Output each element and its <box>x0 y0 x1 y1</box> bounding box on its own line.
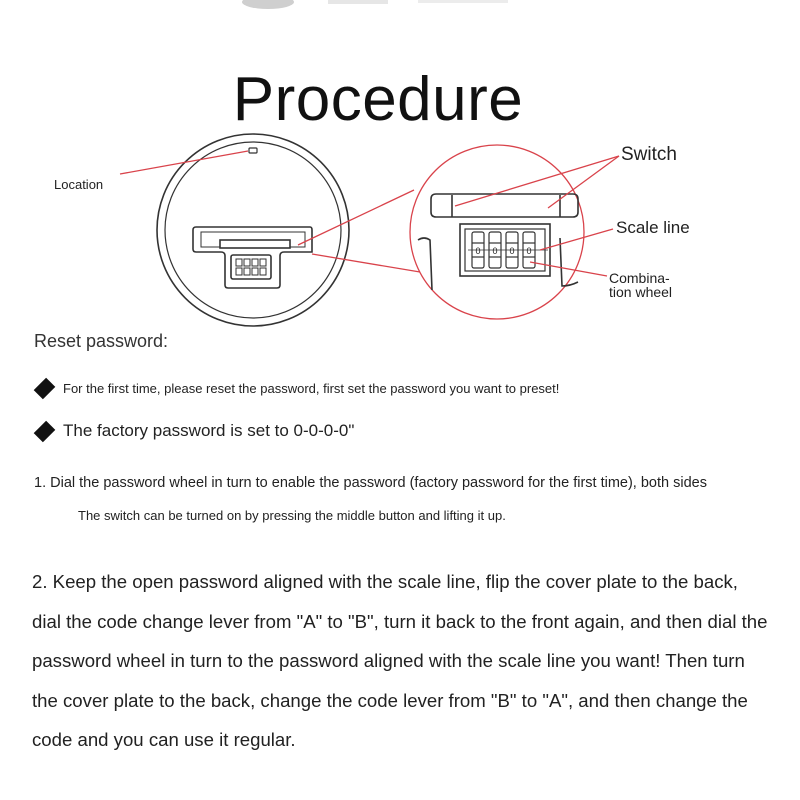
step-1-text: 1. Dial the password wheel in turn to enable the password (factory password for the first time), both sides <box>34 475 707 491</box>
wheel-digit: 0 <box>492 246 498 256</box>
top-edge-residue <box>238 0 558 22</box>
switch-label: Switch <box>621 144 677 165</box>
reset-password-heading: Reset password: <box>34 331 169 351</box>
step-1-subtext: The switch can be turned on by pressing the middle button and lifting it up. <box>78 508 506 523</box>
diamond-bullet-icon <box>34 420 56 442</box>
bullet-item <box>34 381 559 396</box>
bullet-text: The factory password is set to 0-0-0-0" <box>63 421 355 440</box>
lock-detail-view <box>410 145 584 319</box>
location-label: Location <box>54 177 104 192</box>
wheel-digit: 0 <box>475 246 481 256</box>
scale-line-label: Scale line <box>616 218 690 237</box>
bullet-item <box>34 421 354 441</box>
combination-wheel-label-line2: tion wheel <box>609 284 673 300</box>
combination-wheel-label-line1: Combina- <box>609 270 670 286</box>
wheel-digit: 0 <box>509 246 515 256</box>
bullet-text: For the first time, please reset the password, first set the password you want to preset! <box>63 381 560 396</box>
wheel-digit: 0 <box>526 246 532 256</box>
step-2-text: 2. Keep the open password aligned with the scale line, flip the cover plate to the back, dial the code change lever from "A" to "B", turn it back to the front again, and then dial the password wheel in turn to the password aligned with the scale line you want! Then turn the cover plate to the back, change the code lever from "B" to "A", and then change the code and you can use it regular. <box>32 571 768 750</box>
leader-lines <box>120 151 619 276</box>
combination-wheel-label <box>609 271 699 299</box>
page-title: Procedure <box>232 64 524 134</box>
diamond-bullet-icon <box>34 378 56 400</box>
